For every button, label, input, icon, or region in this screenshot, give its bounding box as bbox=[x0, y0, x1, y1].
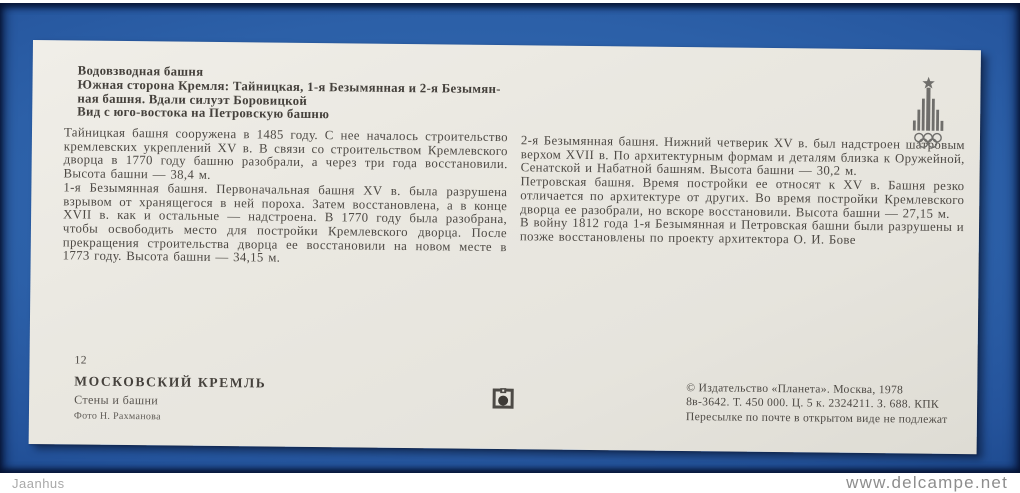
watermark-strip bbox=[0, 473, 1020, 493]
body-paragraph: В войну 1812 года 1-я Безымянная и Петровская башни были разрушены и позже восстановлены по проекту архитектора О. И. Бове bbox=[519, 215, 965, 247]
body-paragraph: 1-я Безымянная башня. Первоначальная башня XV в. была разрушена взрывом от хранящегося в ней пороха. Затем восстановлена, а в конце XVII в. как и остальные — надстроена. В 1770 году была разобрана, чтобы освободить место для постройки Кремлевского дворца. После прекращения строительства дворца ее восстановили на новом месте в 1773 году. Высота башни — 34,15 м. bbox=[62, 180, 508, 266]
planeta-publisher-logo-icon bbox=[491, 387, 515, 409]
mail-notice-line: Пересылке по почте в открытом виде не подлежат bbox=[685, 409, 948, 426]
caption-line: Южная сторона Кремля: Тайницкая, 1-я Безымянная и 2-я Безымян- bbox=[77, 77, 501, 96]
print-code-line: 8в-3642. Т. 450 000. Ц. 5 к. 2324211. З. 688. КПК bbox=[686, 395, 940, 412]
seller-watermark: Jaanhus bbox=[12, 475, 65, 491]
moscow-1980-olympic-emblem-icon bbox=[909, 75, 948, 149]
publisher-line: © Издательство «Планета». Москва, 1978 bbox=[686, 381, 904, 397]
postcard-back bbox=[29, 40, 981, 454]
photo-credit: Фото Н. Рахманова bbox=[73, 410, 161, 423]
body-paragraph: Тайницкая башня сооружена в 1485 году. С нее началось строительство кремлевских укреплений XV в. В связи со строительством Кремлевского дворца в 1770 году башню разобрали, а через три года восстановили. Высота башни — 38,4 м. bbox=[63, 125, 509, 183]
series-subtitle: Стены и башни bbox=[74, 392, 159, 408]
card-number: 12 bbox=[74, 354, 88, 367]
caption-header bbox=[77, 64, 548, 124]
body-paragraph: Петровская башня. Время постройки ее относят к XV в. Башня резко отличается по архитектуре от других. Во время постройки Кремлевского дворца ее разобрали, но вскоре восстановили. Высота башни — 27,15 м. bbox=[520, 174, 965, 221]
site-watermark: www.delcampe.net bbox=[846, 473, 1008, 492]
description-column-left bbox=[63, 126, 508, 268]
imprint-right-block bbox=[686, 381, 966, 427]
imprint-left-block bbox=[74, 354, 267, 423]
photo-title: Водовзводная башня bbox=[77, 63, 204, 79]
series-title: МОСКОВСКИЙ КРЕМЛЬ bbox=[74, 373, 267, 391]
body-paragraph: 2-я Безымянная башня. Нижний четверик XV в. был надстроен шатровым верхом XVII в. По архитектурным формам и деталям близка к Оружейной, Сенатской и Набатной башням. Высота башни — 30,2 м. bbox=[520, 133, 965, 179]
caption-line: ная башня. Вдали силуэт Боровицкой bbox=[77, 91, 308, 108]
caption-line: Вид с юго-востока на Петровскую башню bbox=[77, 104, 330, 122]
description-column-right bbox=[520, 134, 965, 248]
